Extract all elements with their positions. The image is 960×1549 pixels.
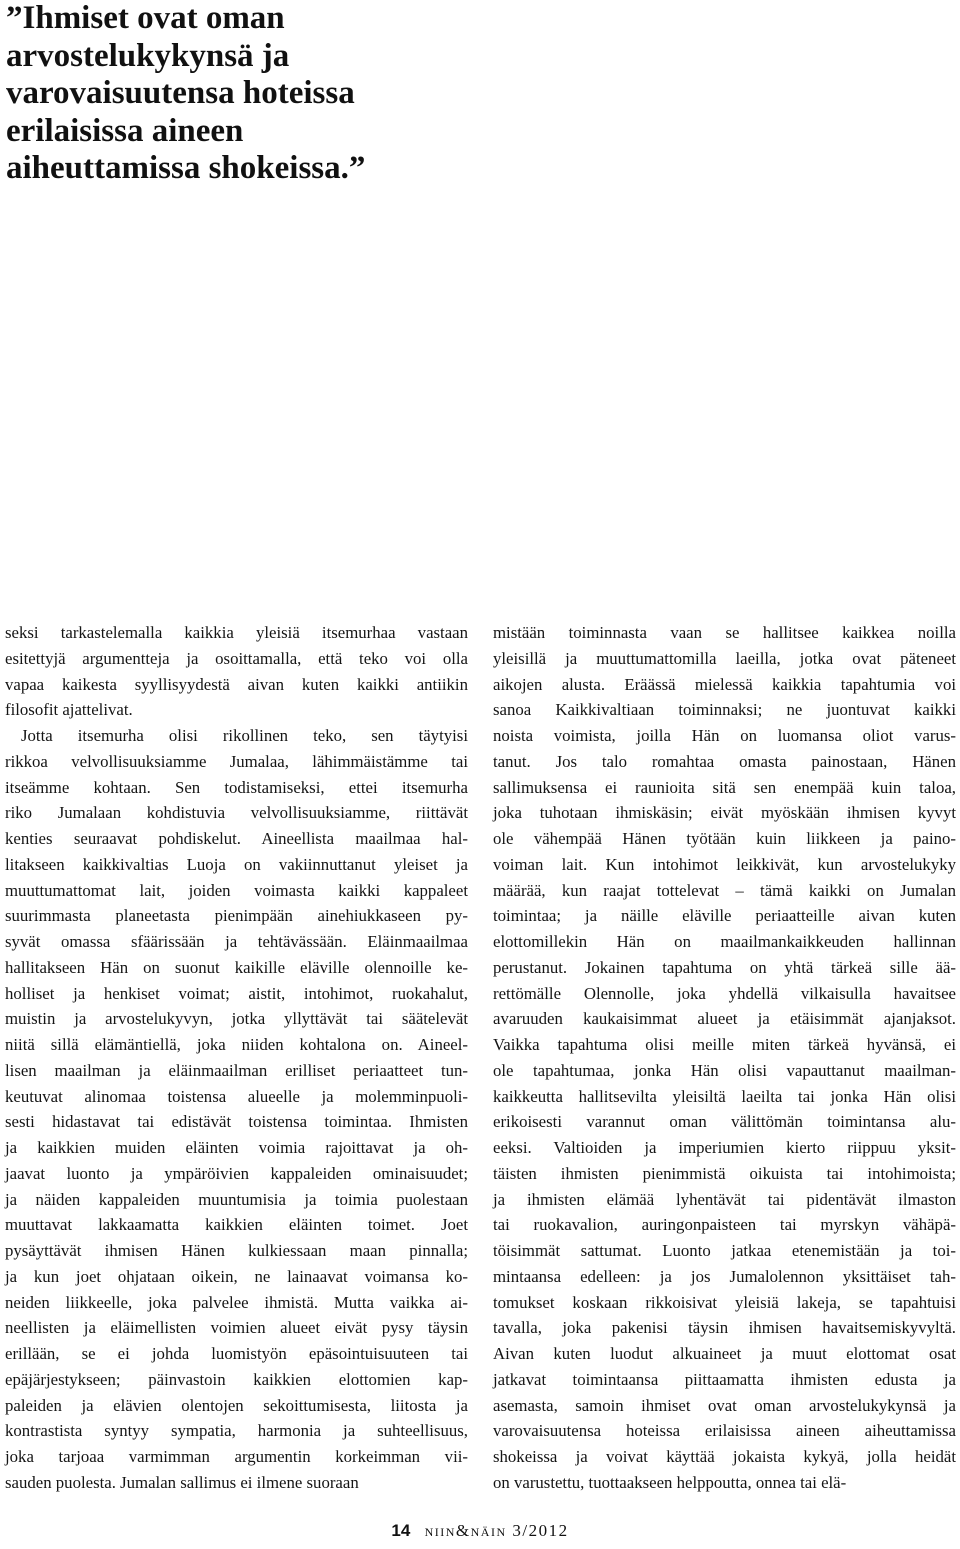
text-line: filosofit ajattelivat. <box>5 700 133 720</box>
text-line: epäjärjestykseen; päinvastoin kaikkien elottomien kap- <box>5 1369 468 1389</box>
text-line: holliset ja henkiset voimat; aistit, intohimot, ruokahalut, <box>5 983 468 1003</box>
article-column-right <box>493 620 956 1496</box>
text-line: seksi tarkastelemalla kaikkia yleisiä itsemurhaa vastaan <box>5 623 468 642</box>
text-line: litakseen kaikkivaltias Luoja on vakiinnuttanut yleiset ja <box>5 854 468 874</box>
page-footer <box>0 1521 960 1541</box>
pull-quote-line: ”Ihmiset ovat oman <box>6 0 285 36</box>
text-line: varovaisuutensa hoteissa erilaisissa aineen aiheuttamissa <box>493 1421 956 1441</box>
text-line: avaruuden kaukaisimmat alueet ja etäisimmät ajanjaksot. <box>493 1009 956 1029</box>
text-line: voiman lait. Kun intohimot leikkivät, kun arvostelukyky <box>493 854 956 874</box>
text-line: muuttumattomat lait, joiden voimasta kaikki kappaleet <box>5 880 468 900</box>
text-line: tanut. Jos talo romahtaa omasta painostaan, Hänen <box>493 751 956 771</box>
text-line: joka tuhotaan ihmiskäsin; eivät myöskään ihmisen kyvyt <box>493 803 956 823</box>
text-line: sanoa Kaikkivaltiaan toiminnaksi; ne juontuvat kaikki <box>493 700 956 720</box>
text-line: suurimmasta planeetasta pienimpään ainehiukkaseen py- <box>5 906 468 926</box>
text-line: erikoisesti varannut oman välittömän toimintansa alu- <box>493 1112 956 1132</box>
text-line: mistään toiminnasta vaan se hallitsee kaikkea noilla <box>493 623 956 642</box>
text-line: itseämme kohtaan. Sen todistamiseksi, ettei itsemurha <box>5 777 468 797</box>
text-line: paleiden ja elävien olentojen sekoittumisesta, liitosta ja <box>5 1395 468 1415</box>
text-line: toimintaa; ja näille eläville periaatteille aivan kuten <box>493 906 956 926</box>
text-line: yleisillä ja muuttumattomilla laeilla, jotka ovat päteneet <box>493 648 956 668</box>
text-line: ja näiden kappaleiden muuntumisia ja toimia puolestaan <box>5 1189 468 1209</box>
text-line: ja ihmisten elämää lyhentävät tai pidentävät ilmaston <box>493 1189 956 1209</box>
text-line: rettömälle Olennolle, joka yhdellä vilkaisulla havaitsee <box>493 983 956 1003</box>
magazine-issue: niin&näin 3/2012 <box>424 1521 569 1540</box>
text-line: erillään, se ei johda luomistyön epäsointuisuuteen tai <box>5 1344 468 1363</box>
pull-quote-line: varovaisuutensa hoteissa <box>6 75 355 111</box>
text-line: jatkavat toimintaansa piittaamatta ihmisten edusta ja <box>493 1369 956 1389</box>
text-line: muistin ja arvostelukyvyn, jotka yllyttävät tai säätelevät <box>5 1009 468 1029</box>
text-line: niitä sillä elämäntiellä, joka niiden kohtalona on. Aineel- <box>5 1035 468 1054</box>
text-line: noista voimista, joilla Hän on luomansa oliot varus- <box>493 726 956 745</box>
text-line: lisen maailman ja eläinmaailman erilliset periaatteet tun- <box>5 1060 468 1080</box>
text-line: jaavat luonto ja ympäröivien kappaleiden ominaisuudet; <box>5 1163 468 1183</box>
text-line: joka tarjoaa varmimman argumentin korkeimman vii- <box>5 1447 468 1466</box>
text-line: vapaa kaikesta syyllisyydestä aivan kuten kaikki antiikin <box>5 674 468 694</box>
text-line: kenties seuraavat pohdiskelut. Aineellista maailmaa hal- <box>5 829 468 848</box>
text-line: Aivan kuten luodut alkuaineet ja muut elottomat osat <box>493 1344 956 1363</box>
text-line: syvät omassa sfäärissään ja tehtävässään. Eläinmaailmaa <box>5 932 468 951</box>
text-line: sallimuksensa ei raunioita sitä sen enempää kuin taloa, <box>493 777 956 797</box>
text-line: elottomillekin Hän on maailmankaikkeuden hallinnan <box>493 932 956 951</box>
text-line: kaikkeutta hallitsevilta yleisiltä laeilta tai jonka Hän olisi <box>493 1086 956 1106</box>
text-line: ole vähempää Hänen työtään kuin liikkeen ja paino- <box>493 829 956 848</box>
pull-quote-line: erilaisissa aineen <box>6 112 244 149</box>
text-line: Jotta itsemurha olisi rikollinen teko, sen täytyisi <box>21 726 468 745</box>
page-number: 14 <box>391 1521 411 1540</box>
text-line: shokeissa ja voivat käyttää jokaista kykyä, jolla heidät <box>493 1447 956 1466</box>
text-line: tavalla, joka pakenisi täysin ihmisen havaitsemiskyvyltä. <box>493 1318 956 1338</box>
text-line: eeksi. Valtioiden ja imperiumien kierto riippuu yksit- <box>493 1138 956 1157</box>
text-line: ole tapahtumaa, jonka Hän olisi vapauttanut maailman- <box>493 1060 956 1080</box>
text-line: pysäyttävät ihmisen Hänen kulkiessaan maan pinnalla; <box>5 1241 468 1260</box>
text-line: ja kun joet ohjataan oikein, ne lainaavat voimansa ko- <box>5 1266 468 1286</box>
text-line: on varustettu, tuottaakseen helppoutta, onnea tai elä- <box>493 1472 847 1492</box>
text-line: Vaikka tapahtuma olisi meille miten tärkeä hyvänsä, ei <box>493 1035 956 1054</box>
text-line: ja kaikkien muiden eläinten voimia rajoittavat ja oh- <box>5 1138 468 1157</box>
text-line: neiden liikkeelle, joka palvelee ihmistä. Mutta vaikka ai- <box>5 1292 468 1312</box>
text-line: aikojen alusta. Eräässä mielessä kaikkia tapahtumia voi <box>493 674 956 694</box>
text-line: täisten ihmisten pienimmistä oikuista tai intohimoista; <box>493 1163 956 1183</box>
text-line: tai ruokavalion, auringonpaisteen tai myrskyn vähäpä- <box>493 1215 956 1235</box>
text-line: rikkoa velvollisuuksiamme Jumalaa, lähimmäistämme tai <box>5 751 468 771</box>
text-line: tomukset koskaan rikkoisivat yleisiä lakeja, se tapahtuisi <box>493 1292 956 1312</box>
text-line: muuttavat lakkaamatta kaikkien eläinten toimet. Joet <box>5 1215 468 1235</box>
text-line: riko Jumalaan kohdistuvia velvollisuuksiamme, riittävät <box>5 803 468 823</box>
text-line: perustanut. Jokainen tapahtuma on yhtä tärkeä sille ää- <box>493 957 956 977</box>
pull-quote-line: arvostelukykynsä ja <box>6 37 290 74</box>
pull-quote-line: aiheuttamissa shokeissa.” <box>6 150 366 186</box>
text-line: sesti hidastavat tai edistävät toistensa toimintaa. Ihmisten <box>5 1112 468 1132</box>
text-line: määrää, kun raajat tottelevat – tämä kaikki on Jumalan <box>493 880 956 900</box>
text-line: hallitakseen Hän on suonut kaikille eläville olennoille ke- <box>5 957 468 977</box>
text-line: neellisten ja eläimellisten voimien alueet eivät pysy täysin <box>5 1318 468 1338</box>
text-line: töisimmät sattumat. Luonto jatkaa etenemistään ja toi- <box>493 1241 956 1260</box>
text-line: esitettyjä argumentteja ja osoittamalla, että teko voi olla <box>5 648 468 668</box>
article-column-left <box>5 620 468 1496</box>
text-line: sauden puolesta. Jumalan sallimus ei ilmene suoraan <box>5 1472 359 1492</box>
text-line: asemasta, samoin ihmiset ovat oman arvostelukykynsä ja <box>493 1395 956 1415</box>
text-line: mintaansa edelleen: ja jos Jumalolennon yksittäiset tah- <box>493 1266 956 1286</box>
text-line: kontrastista syntyy sympatia, harmonia ja suhteellisuus, <box>5 1421 468 1441</box>
text-line: keutuvat alinomaa toistensa alueelle ja molemminpuoli- <box>5 1086 468 1106</box>
pull-quote <box>6 0 406 188</box>
